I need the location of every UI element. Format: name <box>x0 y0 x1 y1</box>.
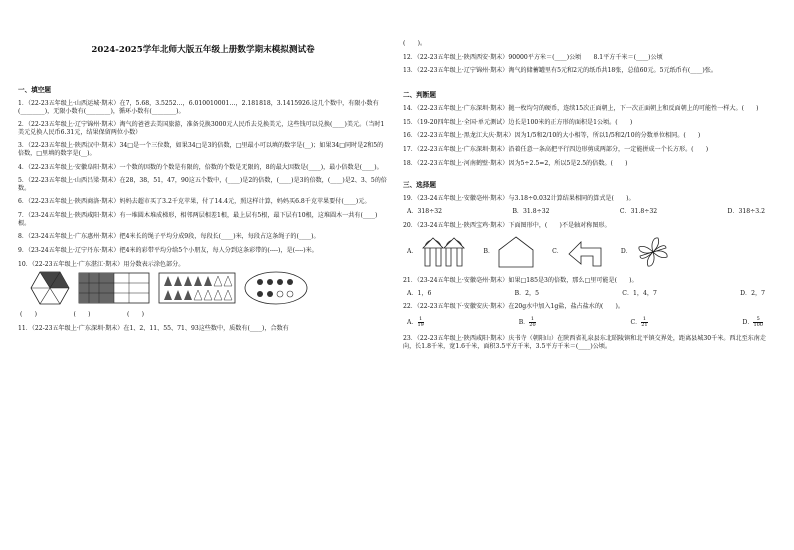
question-8: 8．（23-24五年级上·广东惠州·期末）把4米长的绳子平均分成9段，每段长(____)米，每段占这条绳子的(____)。 <box>18 233 320 241</box>
question-17: 17．（22-23五年级上·广东深圳·期末）沿着任意一条高把平行四边形剪成两部分，一定能拼成一个长方形。( ) <box>403 145 709 153</box>
option-a <box>407 317 424 328</box>
option-d <box>742 317 763 328</box>
hexagon-figure <box>30 271 70 305</box>
triangle-grid-figure <box>158 272 236 304</box>
question-20: 20．（23-24五年级上·陕西宝鸡·期末）下面图形中，( )不是轴对称图形。 <box>403 221 611 229</box>
denominator: 100 <box>753 322 763 328</box>
option-a <box>407 236 466 268</box>
question-16: 16．（22-23五年级上·黑龙江大庆·期末）因为1/5和2/10的大小相等，所以1/5和2/10的分数单位相同。( ) <box>403 132 701 140</box>
option-b <box>484 236 535 268</box>
denominator: 20 <box>529 322 536 328</box>
option-a: A．1，6 <box>407 289 432 297</box>
numerator: 1 <box>642 316 647 322</box>
option-a-label: A． <box>407 248 418 256</box>
question-7: 7．（23-24五年级上·陕西咸阳·期末）有一堆圆木堆成梯形，相邻两层相差1根，最上层有5根，最下层有10根，这堆圆木一共有(____)根。 <box>18 212 378 227</box>
question-10-figures <box>30 271 388 305</box>
question-18: 18．（22-23五年级上·河南鹤壁·期末）因为5÷2.5=2，所以5是2.5的倍数。( ) <box>403 159 628 167</box>
section-judge-heading: 二、判断题 <box>403 90 436 99</box>
section-choice-heading: 三、选择题 <box>403 181 436 190</box>
question-14: 14．（22-23五年级上·广东深圳·期末）抛一枚均匀的硬币，连续15次正面朝上，下一次正面朝上和反面朝上的可能性一样大。( ) <box>403 105 759 113</box>
question-9: 9．（23-24五年级上·辽宁丹东·期末）把4米的彩带平均分给5个小朋友，每人分到这条彩带的(----)，是(----)米。 <box>18 246 318 254</box>
fraction <box>418 317 424 328</box>
option-b: B．31.8÷32 <box>512 207 550 215</box>
fraction <box>753 317 763 328</box>
option-d <box>621 235 670 269</box>
numerator: 1 <box>530 316 535 322</box>
numerator: 5 <box>753 317 763 323</box>
question-21: 21．（23-24五年级上·安徽亳州·期末）如果□185是3的倍数，那么□里可能是( )。 <box>403 277 638 285</box>
ellipse-dots-figure <box>244 271 308 305</box>
option-d: D．2，7 <box>740 289 765 297</box>
page-title: 2024-2025学年北师大版五年级上册数学期末模拟测试卷 <box>91 45 315 55</box>
option-b: B．2，5 <box>514 289 540 297</box>
question-23: 23．（22-23五年级上·陕西咸阳·期末）庆书寺（朝阳山）在陕西省礼泉县东北昭陵镇和北平镇交界处，距离县城30千米。西北至东南走向，长1.8千米，宽1.6千米，面积3.5平方千米，3.5平方千米＝(____)公顷。 <box>403 335 766 350</box>
option-b <box>519 317 536 328</box>
question-20-shapes <box>407 235 773 269</box>
option-c: C．31.8÷32 <box>619 207 658 215</box>
option-a: A．318÷32 <box>407 207 442 215</box>
house-pentagon-icon <box>498 236 534 268</box>
question-10-blanks: ( ) ( ) ( ) <box>20 311 144 319</box>
section-fill-heading: 一、填空题 <box>18 85 51 94</box>
question-19-options <box>407 208 765 216</box>
question-3: 3．（22-23五年级上·陕西汉中·期末）34□是一个三位数，如果34□是3的倍数，□里最小可以填的数字是(__)；如果34□同时是2和5的倍数，□里填的数字是(__)。 <box>18 142 384 158</box>
question-5: 5．（22-23五年级上·山西吕梁·期末）在28，38，51，47，90这五个数中，(____)是2的倍数，(____)是3的倍数，(____)是2、3、5的倍数。 <box>18 177 387 192</box>
denominator: 19 <box>417 322 424 328</box>
left-column <box>18 40 388 338</box>
fraction <box>529 317 535 328</box>
option-b-label: B． <box>518 319 530 326</box>
question-22-options <box>407 317 763 328</box>
denominator: 21 <box>641 322 648 328</box>
option-a-label: A． <box>407 319 418 326</box>
question-22: 22．（22-23五年级下·安徽安庆·期末）在20g水中加入1g盐，盐占盐水的( )。 <box>403 303 624 311</box>
question-21-options <box>407 290 765 298</box>
question-11: 11．（22-23五年级上·广东深圳·期末）在1、2、11、55、71、93这些数中，质数有(____)，合数有 <box>18 324 289 332</box>
question-2: 2．（22-23五年级上·辽宁锦州·期末）淘气的爸爸去美国旅游，准备兑换3000元人民币去兑换美元，这些钱可以兑换(____)美元。（当时1美元兑换人民币6.31元，结果保留两位小数） <box>18 121 385 136</box>
question-15: 15．（19-20四年级上·全国·单元测试）边长是100米的正方形的面积是1公顷。( ) <box>403 118 633 126</box>
option-d: D．318÷3.2 <box>727 207 765 215</box>
option-c-label: C． <box>552 248 563 256</box>
option-d-label: D． <box>620 248 632 256</box>
right-column <box>403 40 773 356</box>
pinwheel-shape-icon <box>636 235 670 269</box>
question-6: 6．（22-23五年级上·陕西商洛·期末）妈妈去超市买了3.2千克苹果，付了14.4元，照这样计算，妈妈买6.8千克苹果要付(____)元。 <box>18 198 371 206</box>
question-19: 19．（23-24五年级上·安徽亳州·期末）与3.18÷0.032计算结果相同的算式是( )。 <box>403 195 635 203</box>
option-b-label: B． <box>483 248 495 256</box>
question-13: 13．（22-23五年级上·辽宁锦州·期末）淘气的储蓄罐里有5元和2元的纸币共18张，总值60元。5元纸币有(____)张。 <box>403 67 717 75</box>
option-c <box>630 317 647 328</box>
question-1: 1．（22-23五年级上·山西运城·期末）在7，5.68，3.5252…，6.010010001…，2.181818，3.1415926.这几个数中，有限小数有(________)，无限小数有(________)，循环小数有(________)。 <box>18 99 379 115</box>
grid-rectangle-figure <box>78 272 150 304</box>
option-c <box>552 236 603 268</box>
option-d-label: D． <box>742 319 754 326</box>
u-arrows-shape-icon <box>422 236 466 268</box>
question-10: 10．（22-23五年级上·广东湛江·期末）用分数表示涂色部分。 <box>18 260 185 268</box>
bent-arrow-shape-icon <box>567 236 603 268</box>
question-11-continued: ( )。 <box>403 40 427 47</box>
question-4: 4．（22-23五年级上·安徽阜阳·期末）一个数的因数的个数是有限的，倍数的个数是无限的，8的最大因数是(____)，最小倍数是(____)。 <box>18 163 383 171</box>
fraction <box>641 317 647 328</box>
numerator: 1 <box>419 316 423 322</box>
option-c-label: C． <box>630 319 642 326</box>
question-12: 12．（22-23五年级上·陕西西安·期末）90000平方米＝(____)公顷 8.1平方千米＝(____)公顷 <box>403 53 663 61</box>
option-c: C．1，4，7 <box>622 289 657 297</box>
